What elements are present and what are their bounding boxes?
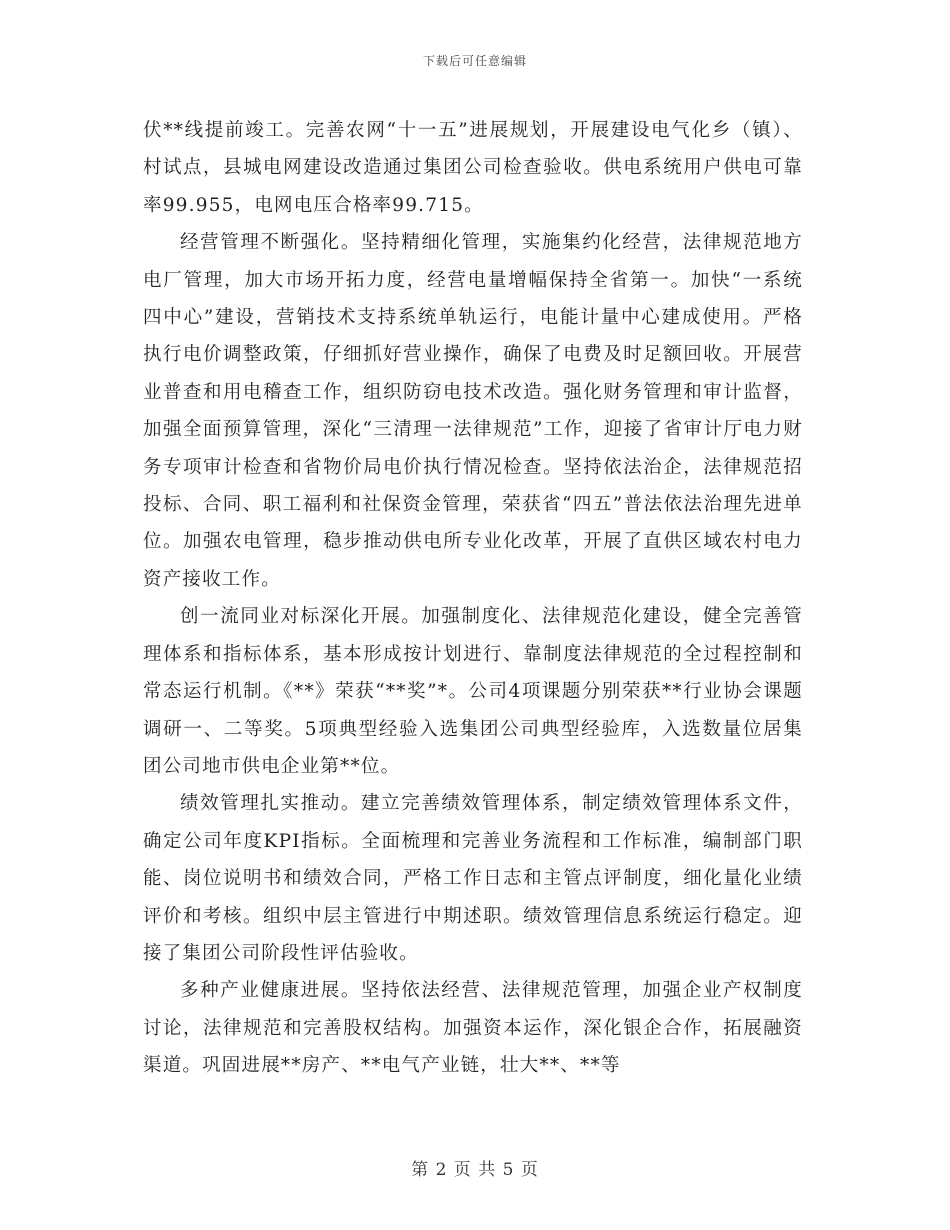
paragraph: 绩效管理扎实推动。建立完善绩效管理体系，制定绩效管理体系文件，确定公司年度KPI指标。全面梳理和完善业务流程和工作标准，编制部门职能、岗位说明书和绩效合同，严格工作日志和主管点评制度，细化量化业绩评价和考核。组织中层主管进行中期述职。绩效管理信息系统运行稳定。迎接了集团公司阶段性评估验收。 bbox=[143, 793, 803, 964]
paragraph: 伏**线提前竣工。完善农网“十一五”进展规划，开展建设电气化乡（镇）、村试点，县城电网建设改造通过集团公司检查验收。供电系统用户供电可靠率99.955，电网电压合格率99.715。 bbox=[143, 120, 803, 216]
paragraph: 创一流同业对标深化开展。加强制度化、法律规范化建设，健全完善管理体系和指标体系，基本形成按计划进行、靠制度法律规范的全过程控制和常态运行机制。《**》荣获“**奖”*。公司4项课题分别荣获**行业协会课题调研一、二等奖。5项典型经验入选集团公司典型经验库，入选数量位居集团公司地市供电企业第**位。 bbox=[143, 606, 803, 777]
page-number: 第 2 页 共 5 页 bbox=[411, 1160, 539, 1180]
paragraph: 经营管理不断强化。坚持精细化管理，实施集约化经营，法律规范地方电厂管理，加大市场开拓力度，经营电量增幅保持全省第一。加快“一系统四中心”建设，营销技术支持系统单轨运行，电能计量中心建成使用。严格执行电价调整政策，仔细抓好营业操作，确保了电费及时足额回收。开展营业普查和用电稽查工作，组织防窃电技术改造。强化财务管理和审计监督，加强全面预算管理，深化“三清理一法律规范”工作，迎接了省审计厅电力财务专项审计检查和省物价局电价执行情况检查。坚持依法治企，法律规范招投标、合同、职工福利和社保资金管理，荣获省“四五”普法依法治理先进单位。加强农电管理，稳步推动供电所专业化改革，开展了直供区域农村电力资产接收工作。 bbox=[143, 232, 803, 590]
paragraph: 多种产业健康进展。坚持依法经营、法律规范管理，加强企业产权制度讨论，法律规范和完善股权结构。加强资本运作，深化银企合作，拓展融资渠道。巩固进展**房产、**电气产业链，壮大**、**等 bbox=[143, 980, 803, 1077]
page-header: 下载后可任意编辑 bbox=[422, 54, 527, 68]
document-body bbox=[143, 112, 803, 1085]
